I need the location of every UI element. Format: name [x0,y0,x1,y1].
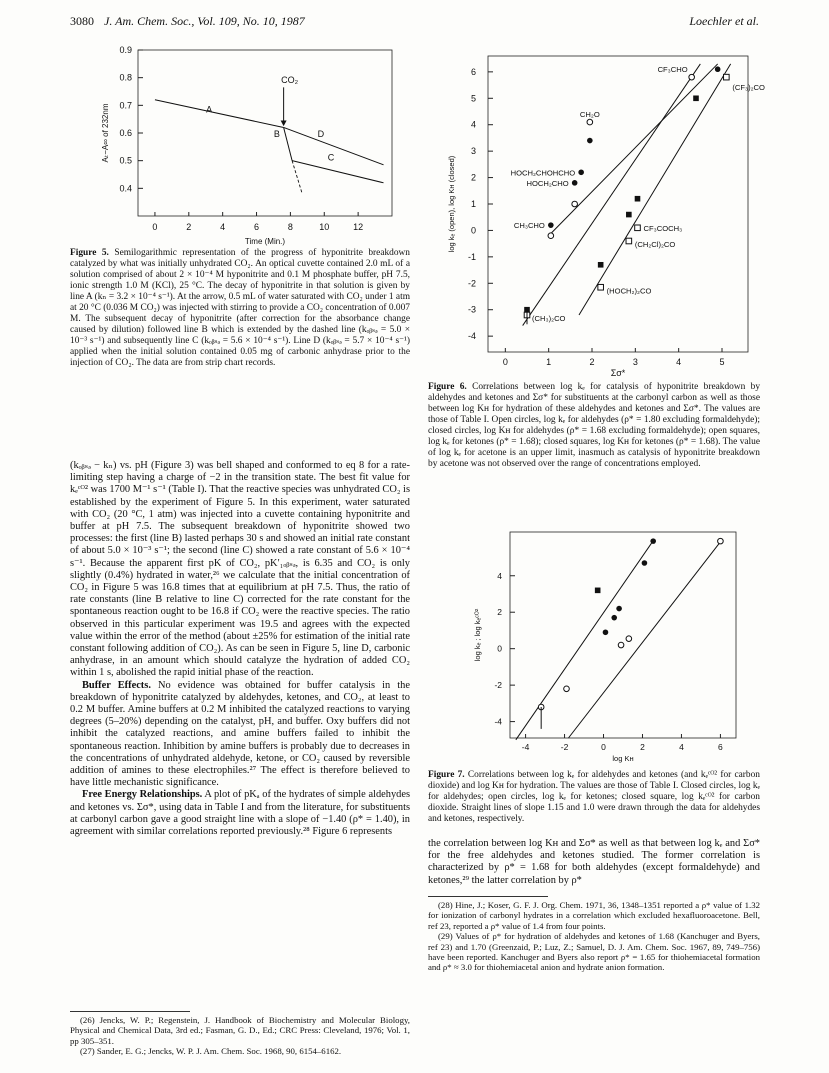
figure-7-x-tick-label: -2 [560,742,569,752]
right-column-body [428,838,760,887]
figure-7-caption-label: Figure 7. [428,770,465,780]
figure-7-fit-line [516,539,654,740]
figure-5-line-c [292,161,383,183]
figure-5-y-tick-label: 0.7 [119,100,132,111]
footnote-29: (29) Values of ρ* for hydration of aldehydes and ketones of 1.68 (Kanchuger and Byers, ref 23) and 1.70 (Greenzaid, P.; Luz, Z.; Samuel, D. J. Am. Chem. Soc. 1967, 89, 749–756) have been reported. Kanchuger and Byers also report ρ* = 1.65 for thiohemiacetal formation and ρ* ≈ 3.0 for thiohemiacetal anion and hydrate anion formation. [428,931,760,973]
figure-6-data-point [598,262,604,268]
figure-6-data-point [598,284,604,290]
figure-6-data-point [715,66,721,72]
figure-5-plot-frame [138,50,392,216]
figure-6-point-label: CF₃COCH₃ [643,223,683,233]
figure-5-y-tick-label: 0.8 [119,72,132,83]
footnote-28: (28) Hine, J.; Koser, G. F. J. Org. Chem. 1971, 36, 1348–1351 reported a ρ* value of 1.32 for ionization of carbonyl hydrates in a correlation which excluded hexafluoroacetone. Bell, ref 23, reported a ρ* value of 1.4 from four points. [428,900,760,931]
figure-5-series-label: B [273,129,280,140]
footnote-26: (26) Jencks, W. P.; Regenstein, J. Handbook of Biochemistry and Molecular Biology, Physical and Chemical Data, 3rd ed.; Fasman, G. D., Ed.; CRC Press: Cleveland, 1976; Vol. 1, pp 305–351. [70,1015,410,1046]
figure-6-point-label: (HOCH₂)₂CO [606,286,652,296]
figure-5-y-axis-label: Aₜ−A∞ of 232nm [101,103,110,163]
paragraph-correlation: the correlation between log Kʜ and Σσ* as well as that between log kₑ and Σσ* for the free aldehydes and ketones studied. The former correlation is characterized by ρ* = 1.68 for both aldehydes (except formaldehyde) and ketones,²⁹ the latter correlation by ρ* [428,838,760,886]
paragraph-free-energy: Free Energy Relationships. A plot of pKₐ of the hydrates of simple aldehydes and ketones vs. Σσ*, using data in Table I and from the literature, for substituents at carbonyl carbon gave a good straight line with a slope of −1.40 (ρ* = 1.40), in agreement with similar correlations reported previously.²⁸ Figure 6 represents [70,789,410,838]
figure-5-series-label: C [327,152,335,163]
footnote-rule-left [70,1011,190,1012]
paragraph-buffer-effects: Buffer Effects. No evidence was obtained for buffer catalysis in the breakdown of hyponitrite catalyzed by aldehydes, ketones, and CO₂, at least to 0.2 M buffer. Amine buffers at 0.2 M inhibited the catalyzed reactions to varying degrees (5–20%) depending on the catalyst, pH, and buffer. Oxy buffers did not inhibit the catalyzed reactions, and amine buffers failed to inhibit the spontaneous reaction. Inhibition by amine buffers is probably due to decreases in the concentrations of unhydrated aldehyde, ketone, or CO₂ caused by reversible addition of amines to these electrophiles.²⁷ The effect is therefore believed to have little mechanistic significance. [70,679,410,789]
figure-6-data-point [689,74,695,80]
figure-5-x-tick-label: 6 [254,222,260,232]
figure-6-caption [428,382,760,470]
figure-6-x-tick-label: 3 [632,357,638,367]
figure-6-data-point [635,196,641,202]
figure-6-point-label: (CF₃)₂CO [732,83,765,93]
figure-6-x-axis-label: Σσ* [610,368,626,378]
figure-7-caption [428,770,760,825]
left-column-body [70,460,410,838]
figure-6-y-tick-label: 3 [470,146,476,157]
figure-6-data-point [587,138,593,144]
figure-5-x-tick-label: 12 [353,222,364,232]
figure-6-y-tick-label: -3 [467,304,476,315]
figure-5-caption-text: Semilogarithmic representation of the progress of hyponitrite breakdown catalyzed by what was initially unhydrated CO₂. An optical cuvette contained 2.0 mL of a solution comprised of about 2 × 10⁻⁴ M hyponitrite and 0.1 M phosphate buffer, pH 7.5, ionic strength 1.0 M (KCl), 25 °C. The decay of hyponitrite in that solution is given by line A (kₙ = 3.2 × 10⁻⁴ s⁻¹). At the arrow, 0.5 mL of water saturated with CO₂ under 1 atm at 20 °C (0.036 M CO₂) was injected with stirring to provide a CO₂ concentration of 0.007 M. The subsequent decay of hyponitrite (after correction for the absorbance change caused by dilution) followed line B which is extended by the dashed line (kₒᵦₛₔ = 5.0 × 10⁻³ s⁻¹) and subsequently line C (kₒᵦₛₔ = 5.6 × 10⁻⁴ s⁻¹). Line D (kₒᵦₛₔ = 5.7 × 10⁻⁴ s⁻¹) applied when the initial solution contained 0.05 mg of carbonic anhydrase prior to the injection of CO₂. The data are from strip chart records. [70,248,410,368]
figure-7-x-tick-label: 2 [640,742,645,752]
figure-5-y-tick-label: 0.6 [119,128,132,138]
figure-7-data-point [595,588,601,594]
figure-5-line-b [284,127,292,160]
figure-7-y-tick-label: 2 [497,607,502,618]
figure-5-x-tick-label: 4 [220,222,226,232]
figure-6-point-label: HOCH₂CHO [526,178,569,188]
figure-6-x-tick-label: 5 [719,357,725,367]
figure-7-data-point [611,615,617,621]
figure-7-y-axis-label: log kₑ ; log kₑᶜᴼ² [473,608,482,662]
figure-7-x-tick-label: 6 [718,742,723,752]
figure-6-data-point [626,212,632,218]
footnotes-right [428,900,760,973]
figure-7-chart [428,528,760,764]
figure-5-x-axis-label: Time (Min.) [244,237,286,246]
running-header-left [70,14,305,29]
figure-6-fit-line [549,64,718,236]
figure-6-data-point [626,238,632,244]
figure-7-y-tick-label: -4 [494,716,502,727]
figure-6-y-tick-label: -4 [467,331,476,342]
figure-6-data-point [572,201,578,207]
figure-6-data-point [548,233,554,239]
figure-5-caption-label: Figure 5. [70,248,109,258]
figure-6-data-point [693,95,699,101]
figure-6-data-point [635,225,641,231]
figure-5-x-tick-label: 8 [287,222,293,232]
heading-buffer-effects: Buffer Effects. [82,679,151,691]
figure-6-fit-line [579,64,731,315]
figure-6-x-tick-label: 4 [676,357,682,367]
footnotes-left [70,1015,410,1057]
figure-6-y-tick-label: 1 [470,199,476,209]
figure-5-co2-arrow-head [281,121,287,127]
figure-6-y-tick-label: 0 [470,225,476,236]
figure-7-x-axis-label: log Kʜ [612,754,634,763]
figure-5-series-label: D [317,129,325,140]
figure-7-data-point [616,606,622,612]
figure-6-data-point [578,169,584,175]
figure-6-y-tick-label: -2 [467,278,476,289]
figure-7-y-tick-label: -2 [494,680,502,691]
figure-6-data-point [587,119,593,125]
footnote-27: (27) Sander, E. G.; Jencks, W. P. J. Am. Chem. Soc. 1968, 90, 6154–6162. [80,1046,342,1057]
figure-5-y-tick-label: 0.5 [119,155,132,166]
figure-7-y-tick-label: 0 [497,643,502,654]
figure-7-data-point [603,629,609,635]
figure-6-chart [428,50,765,378]
figure-6-point-label: HOCH₂CHOHCHO [510,168,576,178]
footnote-rule-right [428,896,548,897]
figure-6-data-point [572,180,578,186]
figure-5-line-a [155,100,284,128]
paragraph-co2-experiment: (kₒᵦₛₔ − kₙ) vs. pH (Figure 3) was bell shaped and conformed to eq 8 for a rate-limiting step having a charge of −2 in the transition state. The best fit value for kₑᶜᴼ² was 1700 M⁻¹ s⁻¹ (Table I). That the reactive species was unhydrated CO₂ is established by the experiment of Figure 5. In this experiment, water saturated with CO₂ (20 °C, 1 atm) was injected into a cuvette containing hyponitrite and buffer at pH 7.5. The subsequent breakdown of hyponitrite showed two processes: the first (line B) lasted perhaps 30 s and showed an initial rate constant of about 5.0 × 10⁻³ s⁻¹; the second (line C) showed a rate constant of 5.6 × 10⁻⁴ s⁻¹. Because the apparent first pK of CO₂, pK′₁ₒᵦₛₔ, is 6.35 and CO₂ is only slightly (0.4%) hydrated in water,²⁶ we calculate that the initial concentration of CO₂ in Figure 5 was 16.8 times that at equilibrium at pH 7.5. Thus, the ratio of rate constants (line B relative to line C) corrected for the rate constant for the spontaneous reaction ought to be 16.8 if CO₂ were the reactive species. The ratio observed in this particular experiment was 19.5 and agrees with the expected value within the error of the method (about ±25% for estimation of the initial rate constant following addition of CO₂). As can be seen in Figure 5, line D, carbonic anhydrase, in an amount which should catalyze the hydration of added CO₂ within 1 s, abolished the rapid initial phase of the reaction. [70,460,410,679]
figure-7-data-point [626,636,632,642]
figure-5-x-tick-label: 2 [186,222,192,232]
figure-6-point-label: (CH₂Cl)₂CO [634,240,676,249]
figure-6-point-label: CH₂O [579,110,600,120]
figure-6-y-tick-label: 6 [470,66,476,77]
figure-6-y-tick-label: 2 [470,172,476,183]
figure-6-point-label: CH₃CHO [513,221,545,231]
figure-5-chart [70,44,410,246]
figure-5-caption [70,248,410,369]
figure-7-x-tick-label: 0 [601,742,606,752]
figure-7-data-point [564,686,570,692]
figure-7-y-tick-label: 4 [497,570,502,581]
figure-7-fit-line [568,539,722,738]
figure-5-line-b-extension [292,161,302,194]
figure-6-point-label: CF₃CHO [657,65,688,75]
figure-7-caption-text: Correlations between log kₑ for aldehydes and ketones (and kₑᶜᴼ² for carbon dioxide) and log Kʜ for hydration. The values are those of Table I. Closed circles, log kₑ for aldehydes; open circles, log kₑ for ketones; closed square, log kₑᶜᴼ² for carbon dioxide. Straight lines of slope 1.15 and 1.0 were drawn through the data for aldehydes and ketones, respectively. [428,770,760,824]
figure-6-x-tick-label: 1 [546,357,552,367]
figure-5-x-tick-label: 0 [152,222,158,232]
figure-6-point-label: (CH₃)₂CO [532,314,566,323]
journal-citation: J. Am. Chem. Soc., Vol. 109, No. 10, 1987 [104,14,305,28]
figure-6-caption-label: Figure 6. [428,382,467,392]
figure-6-caption-text: Correlations between log kₑ for catalysis of hyponitrite breakdown by aldehydes and ketones and Σσ* for substituents at the carbonyl carbon as well as those between log Kʜ for hydration of these aldehydes and ketones and Σσ*. The values are those of Table I. Open circles, log kₑ for aldehydes (ρ* = 1.80 excluding formaldehyde); closed circles, log Kʜ for aldehydes (ρ* = 1.68 excluding formaldehyde); open squares, log kₑ for ketones (ρ* = 1.68); closed squares, log Kʜ for ketones (ρ* = 1.68). The value of log kₑ for acetone is an upper limit, inasmuch as catalysis of hyponitrite breakdown by acetone was not observed over the range of concentrations employed. [428,382,761,469]
figure-6-x-tick-label: 0 [502,357,508,367]
figure-6-data-point [548,222,554,228]
figure-7-data-point [718,538,724,544]
figure-6-data-point [724,74,730,80]
figure-5-y-tick-label: 0.9 [119,45,132,55]
figure-6-y-tick-label: 4 [470,119,476,130]
figure-6-y-axis-label: log kₑ (open), log Kʜ (closed) [447,155,456,253]
figure-5-co2-annotation: CO₂ [281,75,299,86]
figure-7-x-tick-label: -4 [521,742,530,752]
page-number: 3080 [70,14,94,28]
figure-7-data-point [618,642,624,648]
figure-7-data-point [642,560,648,566]
figure-5-y-tick-label: 0.4 [119,183,132,194]
heading-free-energy: Free Energy Relationships. [82,789,203,801]
figure-6-y-tick-label: -1 [467,251,476,262]
figure-7-x-tick-label: 4 [679,742,684,752]
figure-5-series-label: A [206,104,213,115]
figure-6-x-tick-label: 2 [589,357,595,367]
running-header-authors: Loechler et al. [689,14,759,28]
figure-5-x-tick-label: 10 [319,222,330,232]
figure-7-data-point [650,538,656,544]
figure-6-y-tick-label: 5 [470,93,476,104]
